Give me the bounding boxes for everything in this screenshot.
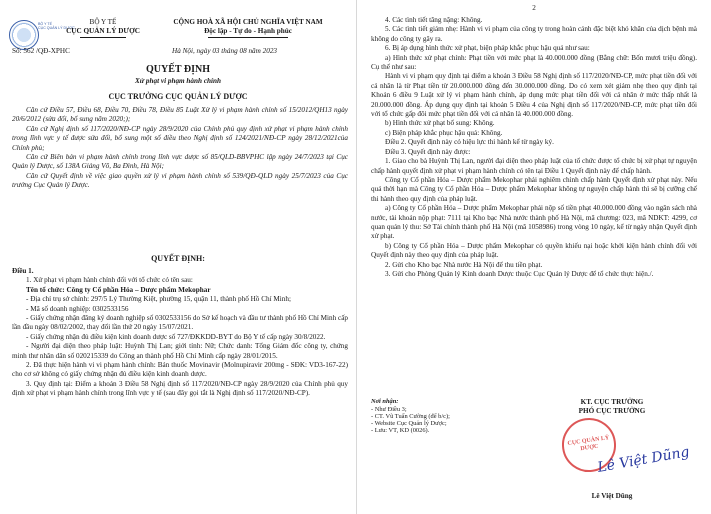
decision-date: Hà Nội, ngày 03 tháng 08 năm 2023 [172,47,278,55]
agency-name: CỤC QUẢN LÝ DƯỢC [66,27,140,35]
recipient-item: - Như Điều 3; [371,406,407,413]
recipient-item: - Website Cục Quản lý Dược; [371,420,447,427]
signer-name: Lê Việt Dũng [591,492,633,500]
signature: Lê Việt Dũng [596,444,691,476]
recipients-title: Nơi nhận: [371,398,399,405]
document-page-2 [357,0,711,514]
agency-seal-icon [9,20,39,50]
signer-title: KT. CỤC TRƯỞNG [580,398,644,406]
article-1: Điều 1. 1. Xử phạt vi phạm hành chính đối với tổ chức có tên sau: Tên tổ chức: Công ty Cổ phần Hóa – Dược phẩm Mekophar - Địa chỉ trụ sở chính: 297/5 Lý Thường Kiệt, phường 15, quận 11, thành phố Hồ Chí Minh; - Mã số doanh nghiệp: 0302533156 - Giấy chứng nhận đăng ký doanh nghiệp số 0302533156 do Sở kế hoạch và đầu tư thành phố Hồ Chí Minh cấp lần đầu ngày 08/02/2002, thay đổi lần thứ 20 ngày 15/07/2021. - Giấy chứng nhận đủ điều kiện kinh doanh dược số 727/ĐKKDD-BYT do Bộ Y tế cấp ngày 30/8/2022. - Người đại diện theo pháp luật: Huỳnh Thị Lan; giới tính: Nữ; Chức danh: Tổng Giám đốc công ty, chứng minh thư nhân dân số 020215339 do Công an thành phố Hồ Chí Minh cấp ngày 28/01/2015. 2. Đã thực hiện hành vi vi phạm hành chính: Bán thuốc Movinavir (Molnupiravir 200mg - SĐK: VD3-167-22) cho cơ sở không có giấy chứng nhận đủ điều kiện kinh doanh dược. 3. Quy định tại: Điểm a khoản 3 Điều 58 Nghị định số 117/2020/NĐ-CP ngày 28/9/2020 của Chính phủ quy định xử phạt vi phạm hành chính trong lĩnh vực y tế (sau đây gọi tắt là Nghị định số 117/2020/NĐ-CP). [12,267,348,398]
article-1-continued: 4. Các tình tiết tăng nặng: Không. 5. Các tình tiết giảm nhẹ: Hành vi vi phạm của công ty trong hoàn cảnh đặc biệt khó khăn của dịch bệnh mà không do công ty gây ra. 6. Bị áp dụng hình thức xử phạt, biện pháp khắc phục hậu quả như sau: a) Hình thức xử phạt chính: Phạt tiền với mức phạt là 40.000.000 đồng (Bằng chữ: Bốn mươi triệu đồng). Cụ thể như sau: Hành vi vi phạm quy định tại điểm a khoản 3 Điều 58 Nghị định số 117/2020/NĐ-CP, mức phạt tiền đối với cá nhân là từ Phạt tiền từ 20.000.000 đồng đến 30.000.000 đồng. Do có xem xét giảm nhẹ theo quy định tại Khoản 6 điều 9 Luật xử lý vi phạm hành chính, áp dụng mức phạt tiền đối với cá nhân ở mức thấp nhất là 20.000.000 đồng. Áp dụng quy định tại khoản 5 Điều 4 của Nghị định số 117/2020/NĐ-CP, mức phạt tiền đối với tổ chức gấp đôi mức phạt tiền đối với cá nhân là 40.000.000 đồng. b) Hình thức xử phạt bổ sung: Không. c) Biện pháp khắc phục hậu quả: Không. Điều 2. Quyết định này có hiệu lực thi hành kể từ ngày ký. Điều 3. Quyết định này được: 1. Giao cho bà Huỳnh Thị Lan, người đại diện theo pháp luật của tổ chức được tổ chức bị xử phạt tự nguyện chấp hành quyết định xử phạt vi phạm hành chính có tên tại Điều 1 Quyết định này để chấp hành. Công ty Cổ phần Hóa – Dược phẩm Mekophar phải nghiêm chỉnh chấp hành Quyết định xử phạt này. Nếu quá thời hạn mà Công ty Cổ phần Hóa – Dược phẩm Mekophar không tự nguyện chấp hành thì sẽ bị cưỡng chế thi hành theo quy định của pháp luật. a) Công ty Cổ phần Hóa – Dược phẩm Mekophar phải nộp số tiền phạt 40.000.000 đồng vào ngân sách nhà nước, tài khoản nộp phạt: 7111 tại Kho bạc Nhà nước thành phố Hà Nội, mã chương: 023, mã NDKT: 4299, cơ quan quản lý thu: Sở Tài chính thành phố Hà Nội (mã 1058986) trong vòng 10 ngày, kể từ ngày nhận Quyết định xử phạt. b) Công ty Cổ phần Hóa – Dược phẩm Mekophar có quyền khiếu nại hoặc khởi kiện hành chính đối với Quyết định này theo quy định của pháp luật. 2. Gửi cho Kho bạc Nhà nước Hà Nội để thu tiền phạt. 3. Gửi cho Phòng Quản lý Kinh doanh Dược thuộc Cục Quản lý Dược để tổ chức thực hiện./. [371,16,697,278]
issuing-authority: CỤC TRƯỞNG CỤC QUẢN LÝ DƯỢC [108,92,248,101]
decision-number: Số: 562 /QĐ-XPHC [12,47,70,55]
recipient-item: - Lưu: VT, KD (0026). [371,427,430,434]
recipient-item: - CT. Vũ Tuấn Cường (để b/c); [371,413,450,420]
national-motto: Độc lập - Tự do - Hạnh phúc [204,27,292,35]
decides-heading: QUYẾT ĐỊNH: [151,254,205,263]
seal-caption: BỘ Y TẾ CỤC QUẢN LÝ DƯỢC [38,22,75,31]
decision-title: QUYẾT ĐỊNH [146,64,210,75]
official-stamp: CỤC QUẢN LÝ DƯỢC [559,415,620,476]
page-number: 2 [532,4,536,12]
preamble: Căn cứ Điều 57, Điều 68, Điều 70, Điều 78, Điều 85 Luật Xử lý vi phạm hành chính số 15/2012/QH13 ngày 20/6/2012 (sửa đổi, bổ sung năm 2020;); Căn cứ Nghị định số 117/2020/NĐ-CP ngày 28/9/2020 của Chính phủ quy định xử phạt vi phạm hành chính trong lĩnh vực y tế được sửa đổi, bổ sung một số điều theo Nghị định số 124/2021/NĐ-CP ngày 28/12/2021của Chính phủ; Căn cứ Biên bản vi phạm hành chính trong lĩnh vực dược số 85/QLD-BBVPHC lập ngày 24/7/2023 tại Cục Quản lý Dược, số 138A Giảng Võ, Ba Đình, Hà Nội; Căn cứ Quyết định về việc giao quyền xử lý vi phạm hành chính số 539/QĐ-QLD ngày 25/7/2023 của Cục trưởng Cục Quản lý Dược. [12,106,348,190]
decision-subtitle: Xử phạt vi phạm hành chính [135,77,221,85]
republic-name: CỘNG HOÀ XÃ HỘI CHỦ NGHĨA VIỆT NAM [173,18,323,26]
signer-subtitle: PHÓ CỤC TRƯỞNG [578,407,646,415]
ministry-name: BỘ Y TẾ [89,18,117,26]
